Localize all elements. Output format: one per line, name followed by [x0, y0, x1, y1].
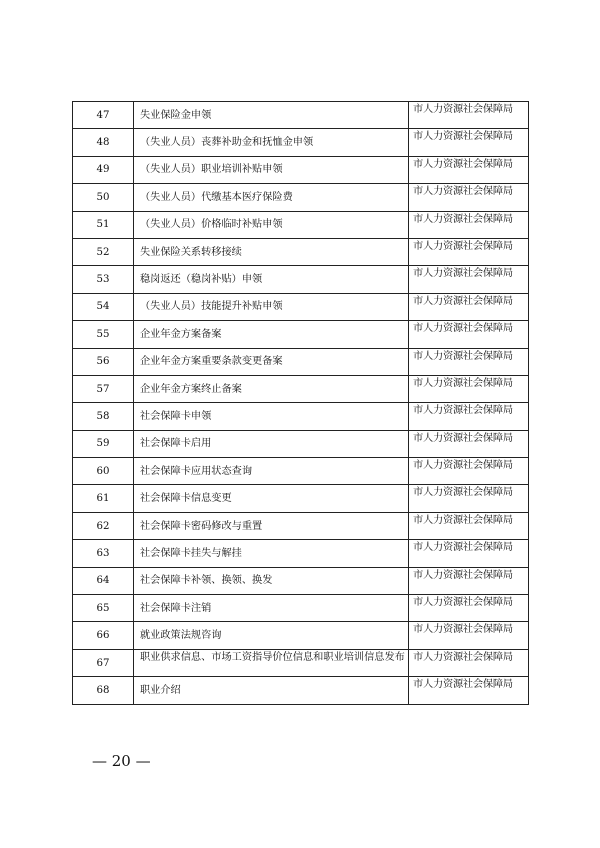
service-item-name: 企业年金方案重要条款变更备案: [134, 348, 409, 375]
row-number: 57: [73, 375, 134, 402]
service-item-name: （失业人员）技能提升补贴申领: [134, 293, 409, 320]
responsible-department: 市人力资源社会保障局: [409, 321, 529, 348]
row-number: 53: [73, 266, 134, 293]
table-row: [73, 321, 529, 348]
table-row: [73, 512, 529, 539]
row-number: 50: [73, 184, 134, 211]
responsible-department: 市人力资源社会保障局: [409, 293, 529, 320]
table-row: [73, 348, 529, 375]
row-number: 66: [73, 622, 134, 649]
row-number: 60: [73, 458, 134, 485]
row-number: 51: [73, 211, 134, 238]
responsible-department: 市人力资源社会保障局: [409, 156, 529, 183]
table-row: [73, 211, 529, 238]
table-row: [73, 156, 529, 183]
table-row: [73, 375, 529, 402]
row-number: 67: [73, 649, 134, 676]
table-row: [73, 622, 529, 649]
page-number: — 20 —: [92, 752, 151, 770]
table-row: [73, 540, 529, 567]
table-row: [73, 403, 529, 430]
responsible-department: 市人力资源社会保障局: [409, 211, 529, 238]
service-item-name: 社会保障卡信息变更: [134, 485, 409, 512]
service-item-name: （失业人员）价格临时补贴申领: [134, 211, 409, 238]
responsible-department: 市人力资源社会保障局: [409, 595, 529, 622]
row-number: 64: [73, 567, 134, 594]
service-item-name: 企业年金方案终止备案: [134, 375, 409, 402]
responsible-department: 市人力资源社会保障局: [409, 649, 529, 676]
row-number: 65: [73, 595, 134, 622]
responsible-department: 市人力资源社会保障局: [409, 184, 529, 211]
row-number: 68: [73, 677, 134, 704]
responsible-department: 市人力资源社会保障局: [409, 567, 529, 594]
service-item-name: 社会保障卡密码修改与重置: [134, 512, 409, 539]
responsible-department: 市人力资源社会保障局: [409, 403, 529, 430]
table-row: [73, 649, 529, 676]
table-row: [73, 458, 529, 485]
row-number: 58: [73, 403, 134, 430]
table-row: [73, 184, 529, 211]
service-item-name: （失业人员）职业培训补贴申领: [134, 156, 409, 183]
service-item-name: 社会保障卡补领、换领、换发: [134, 567, 409, 594]
service-item-name: 稳岗返还（稳岗补贴）申领: [134, 266, 409, 293]
responsible-department: 市人力资源社会保障局: [409, 238, 529, 265]
row-number: 61: [73, 485, 134, 512]
table-row: [73, 102, 529, 129]
service-item-name: （失业人员）代缴基本医疗保险费: [134, 184, 409, 211]
service-item-name: 社会保障卡申领: [134, 403, 409, 430]
row-number: 55: [73, 321, 134, 348]
service-item-name: 职业介绍: [134, 677, 409, 704]
responsible-department: 市人力资源社会保障局: [409, 375, 529, 402]
responsible-department: 市人力资源社会保障局: [409, 622, 529, 649]
table-row: [73, 677, 529, 704]
service-item-name: （失业人员）丧葬补助金和抚恤金申领: [134, 129, 409, 156]
table-row: [73, 129, 529, 156]
table-row: [73, 595, 529, 622]
responsible-department: 市人力资源社会保障局: [409, 430, 529, 457]
responsible-department: 市人力资源社会保障局: [409, 266, 529, 293]
row-number: 56: [73, 348, 134, 375]
service-item-name: 就业政策法规咨询: [134, 622, 409, 649]
row-number: 48: [73, 129, 134, 156]
service-item-name: 社会保障卡启用: [134, 430, 409, 457]
responsible-department: 市人力资源社会保障局: [409, 129, 529, 156]
row-number: 59: [73, 430, 134, 457]
row-number: 47: [73, 102, 134, 129]
service-item-name: 社会保障卡注销: [134, 595, 409, 622]
responsible-department: 市人力资源社会保障局: [409, 102, 529, 129]
service-items-table: [72, 101, 529, 705]
service-item-name: 社会保障卡挂失与解挂: [134, 540, 409, 567]
table-row: [73, 238, 529, 265]
service-item-name: 社会保障卡应用状态查询: [134, 458, 409, 485]
table-row: [73, 430, 529, 457]
table-row: [73, 266, 529, 293]
responsible-department: 市人力资源社会保障局: [409, 485, 529, 512]
table-row: [73, 567, 529, 594]
row-number: 49: [73, 156, 134, 183]
row-number: 63: [73, 540, 134, 567]
table-row: [73, 293, 529, 320]
responsible-department: 市人力资源社会保障局: [409, 677, 529, 704]
service-item-name: 失业保险金申领: [134, 102, 409, 129]
service-item-name: 企业年金方案备案: [134, 321, 409, 348]
responsible-department: 市人力资源社会保障局: [409, 348, 529, 375]
table-body: [73, 102, 529, 705]
service-item-name: 失业保险关系转移接续: [134, 238, 409, 265]
row-number: 52: [73, 238, 134, 265]
row-number: 62: [73, 512, 134, 539]
responsible-department: 市人力资源社会保障局: [409, 458, 529, 485]
responsible-department: 市人力资源社会保障局: [409, 540, 529, 567]
table-row: [73, 485, 529, 512]
service-item-name: 职业供求信息、市场工资指导价位信息和职业培训信息发布: [134, 649, 409, 676]
row-number: 54: [73, 293, 134, 320]
responsible-department: 市人力资源社会保障局: [409, 512, 529, 539]
